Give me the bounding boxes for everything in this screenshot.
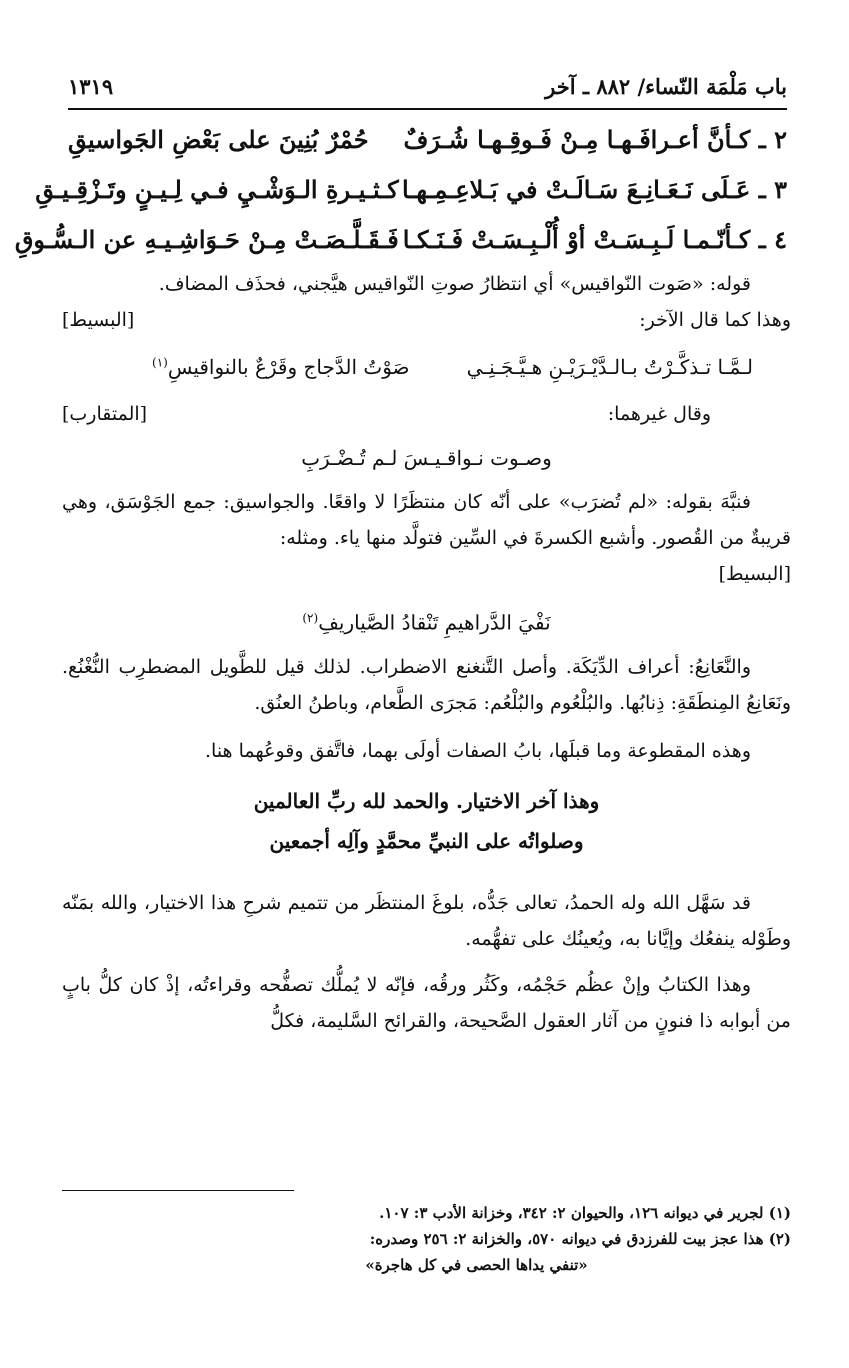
page-header [68, 66, 787, 106]
footnote-ref: (١) [152, 355, 168, 370]
paragraph: فنبَّهَ بقوله: «لم تُضرَب» على أنّه كان منتظَرًا لا واقعًا. والجواسيق: جمع الجَوْسَق، وهي قريبةٌ من القُصور. وأشبع الكسرةَ في السِّين فتولَّد منها ياء. ومثله: [62, 491, 791, 549]
paragraph: قوله: «صَوت النّواقيس» أي انتظارُ صوتِ النّواقيس هيَّجني، فحذَف المضاف. [158, 273, 751, 295]
verse-first-half: ٤ ـ كـأنّـمـا لَـبِـسَـتْ أوْ أُلْـبِـسَـتْ فَـنَـكـا [402, 224, 787, 254]
verse-first-half: ٣ ـ عَـلَى نَـعَـانِـعَ سَـالَـتْ في بَـلاعِـمِـهـا [401, 174, 787, 204]
footnote-ref: (٢) [302, 611, 319, 625]
closing-line: وهذا آخر الاختيار. والحمد لله ربِّ العالمين [253, 788, 600, 813]
verse-second-half: فَـقَـلَّـصَـتْ مِـنْ حَـوَاشِـيـهِ عن الـسُّـوقِ [14, 224, 399, 254]
paragraph: والنَّعَانِعُ: أعراف الدِّيَكَة. وأصل التَّنغنع الاضطراب. لذلك قيل للطَّويل المضطرِب النُّغْنُع. ونَعَانِعُ المِنطَقَةِ: ذِنابُها. والبُلْعُوم والبُلْعُم: مَجرَى الطَّعام، وباطنُ العنُق. [62, 655, 791, 714]
meter-label: [المتقارب] [62, 403, 148, 425]
footnotes [62, 1200, 791, 1278]
verse-second-half: كـثـيـرةِ الـوَشْـيِ فـي لِـيـنٍ وتَـزْقِـيـقِ [35, 174, 399, 204]
meter-label: [البسيط] [62, 309, 135, 331]
closing-line: وصلواتُه على النبيِّ محمَّدٍ وآلِه أجمعين [269, 828, 584, 853]
meter-label: [البسيط] [718, 563, 791, 585]
verse-line [14, 214, 787, 264]
header-rule [68, 108, 787, 110]
page-number: ١٣١٩ [68, 73, 114, 99]
verse-line [35, 164, 787, 214]
footnote: (١) لجرير في ديوانه ١٢٦، والحيوان ٢: ٣٤٢، وخزانة الأدب ٣: ١٠٧. [379, 1204, 791, 1222]
verse-first-half: لـمَّـا تـذكَّـرْتُ بـالـدَّيْـرَيْـنِ هـيَّـجَـنِـي [466, 355, 753, 379]
paragraph: قد سَهَّل الله وله الحمدُ، تعالى جَدُّه، بلوغَ المنتظَر من تتميم شرحِ هذا الاختيار، والله بمَنّه وطَوْله ينفعُك وإيَّانا به، ويُعينُك على تفهُّمه. [62, 891, 791, 950]
quoted-verse [62, 338, 791, 396]
meter-row [62, 556, 791, 592]
footnote: (٢) هذا عجز بيت للفرزدق في ديوانه ٥٧٠، والخزانة ٢: ٢٥٦ وصدره: [369, 1230, 791, 1248]
paragraph: وهذه المقطوعة وما قبلَها، بابُ الصفات أولَى بهما، فاتَّفق وقوعُهما هنا. [205, 739, 751, 762]
verse-second-half: صَوْتُ الدَّجاج وقَرْعٌ بالنواقيسِ$^{(١)}$ [152, 355, 410, 379]
running-title: باب مَلْمَة النّساء/ ٨٨٢ ـ آخر [545, 73, 787, 99]
paragraph: وقال غيرهما: [607, 403, 711, 425]
verse-line [68, 114, 787, 164]
verse-first-half: ٢ ـ كـأنَّ أعـرافَـهـا مِـنْ فَـوقِـهـا شُـرَفٌ [403, 124, 787, 154]
half-verse: وصـوت نـواقـيـسَ لـم تُـضْـرَبِ [301, 446, 552, 470]
verse-second-half: حُمْرٌ بُنِينَ على بَعْضِ الجَواسيقِ [68, 124, 369, 154]
paragraph: وهذا كما قال الآخر: [639, 309, 791, 331]
footnote-quote: «تنفي يداها الحصى في كل هاجرة» [365, 1256, 588, 1274]
half-verse: نَفْيَ الدَّراهيمِ تَنْقادُ الصَّياريفِ$^{(٢)}$ [302, 610, 551, 635]
main-text [62, 266, 791, 1039]
quote-intro [62, 302, 791, 338]
verse-block [14, 114, 787, 264]
paragraph: وهذا الكتابُ وإنْ عظُم حَجْمُه، وكَثُر ورقُه، فإنّه لا يُملُّك تصفُّحه وقراءتُه، إذْ كان كلُّ بابٍ من أبوابه ذا فنونٍ من آثار العقول الصَّحيحة، والقرائح السَّليمة، فكلُّ [62, 973, 791, 1032]
footnote-rule [62, 1190, 294, 1191]
